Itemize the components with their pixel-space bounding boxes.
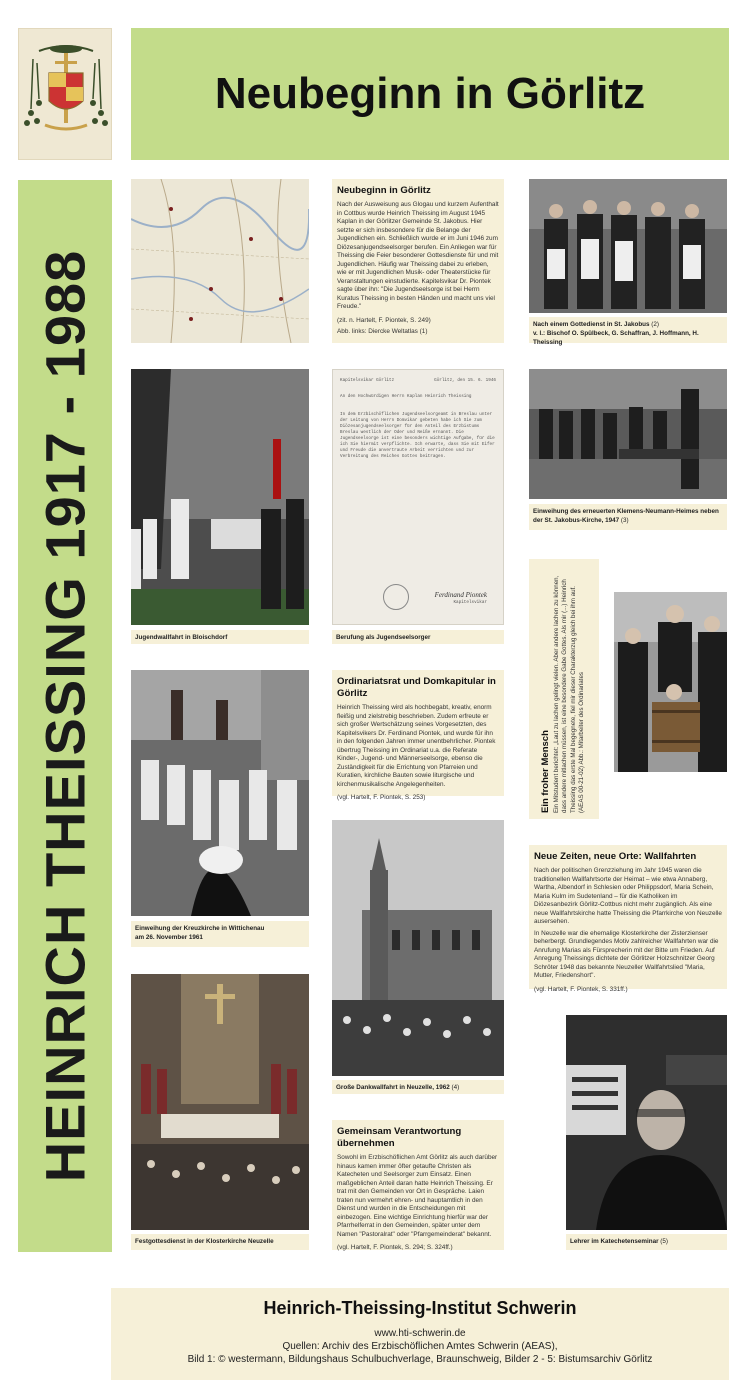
quote-froher-mensch	[529, 559, 599, 819]
section-verantwortung	[332, 1120, 504, 1250]
side-title: HEINRICH THEISSING 1917 - 1988	[33, 249, 97, 1183]
letter-date: Görlitz, den 15. 6. 1946	[434, 378, 496, 383]
section-ref: (vgl. Hartelt, F. Piontek, S. 253)	[337, 794, 426, 801]
appointment-letter	[332, 369, 504, 625]
map-image	[131, 179, 309, 343]
caption-text: Jugendwallfahrt in Bloischdorf	[135, 634, 228, 641]
quote-ref: (AEAS 00-21-02) Abb.: Mitarbeiter des Ordinariates	[577, 671, 585, 813]
caption-text: Einweihung der Kreuzkirche in Wittichenau	[135, 925, 265, 932]
footer-sources: Quellen: Archiv des Erzbischöflichen Amtes Schwerin (AEAS),	[282, 1341, 558, 1352]
caption-berufung	[332, 630, 504, 644]
caption-festgottesdienst	[131, 1234, 309, 1250]
section-ref: Abb. links: Diercke Weltatlas (1)	[337, 328, 428, 335]
letter-sign-title: Kapitelsvikar	[453, 600, 487, 605]
caption-ref: (4)	[451, 1084, 460, 1091]
caption-ref: (5)	[660, 1238, 668, 1245]
caption-text: v. l.: Bischof O. Spülbeck, G. Schaffran, J. Hoffmann, H. Theissing	[533, 330, 699, 346]
section-ordinariat	[332, 670, 504, 801]
caption-dankwallfahrt	[332, 1080, 504, 1094]
letter-signature: Ferdinand Piontek	[434, 591, 487, 599]
photo-dankwallfahrt	[332, 820, 504, 1076]
footer	[111, 1288, 729, 1380]
side-banner	[18, 180, 112, 1252]
section-wallfahrten	[529, 845, 727, 993]
caption-text: Festgottesdienst in der Klosterkirche Neuzelle	[135, 1238, 274, 1245]
photo-jugendwallfahrt	[131, 369, 309, 625]
letter-body: In dem Erzbischöflichen Jugendseelsorgeamt in Breslau unter der Leitung von Herrn Domvikar gebeten habe ich Sie zum Diözesanjugendseelsorger für den Anteil des Erzbistums Breslau westlich der Oder und Neiße ernannt. Die Jugendseelsorge ist eine besonders wichtige Aufgabe, für die ich Sie hiermit verpflichte. Ich erwarte, dass Sie mit Eifer und Freude die anvertraute Arbeit verrichten und zur Verbreitung des Reiches Gottes beitragen.	[340, 412, 495, 459]
quote-title: Ein froher Mensch	[539, 730, 551, 813]
footer-url[interactable]: www.hti-schwerin.de	[374, 1328, 466, 1339]
section-body: In Neuzelle war die ehemalige Klosterkirche der Zisterzienser beherbergt. Grundlegendes Motiv zahlreicher Wallfahrten war die Anrufung Marias als Fürsprecherin mit der Bitte um Frieden. Auf Anregung Theissings dichtete der Görlitzer Holzschnitzer Georg Schröter 1948 das bekannte Neuzeller Wallfahrtslied "Maria, Mutter, Friedenshort".	[534, 929, 719, 979]
caption-text: am 26. November 1961	[135, 934, 203, 941]
caption-text: Lehrer im Katechetenseminar	[570, 1238, 659, 1245]
section-title: Ordinariatsrat und Domkapitular in Görlitz	[337, 676, 496, 699]
section-ref: (vgl. Hartelt, F. Piontek, S. 331ff.)	[534, 985, 628, 993]
photo-katechetenseminar	[566, 1015, 727, 1230]
page-title: Neubeginn in Görlitz	[214, 69, 646, 118]
photo-klemens-heim	[529, 369, 727, 499]
section-body: Heinrich Theissing wird als hochbegabt, kreativ, enorm fleißig und zielstrebig beschrieben. Zudem erfreute er sich großer Wertschätzung seines Vorgesetzten, des Kapitelsvikers Dr. Ferdinand Piontek, und wurde für ihn in den folgenden Jahren immer unentbehrlicher. Piontek übertrug Theissing im Ordinariat u.a. die Referate Kinder-, Jugend- und Männerseelsorge, ebenso die Zuständigkeit für die Errichtung von Pfarreien und Kuratien, kirchliche Bauten sowie liturgische und kirchenmusikalische Angelegenheiten.	[337, 704, 496, 788]
caption-klemens-heim	[529, 504, 727, 530]
section-title: Neue Zeiten, neue Orte: Wallfahrten	[534, 851, 697, 862]
section-ref: (vgl. Hartelt, F. Piontek, S. 294; S. 324ff.)	[337, 1244, 453, 1251]
section-body: Nach der Ausweisung aus Glogau und kurzem Aufenthalt in Cottbus wurde Heinrich Theissing im August 1945 Kaplan in der Görlitzer Gemeinde St. Jakobus. Hier setzte er sich insbesondere für die Belange der Jugendlichen ein. Schließlich wurde er im Juni 1946 zum Diözesanjugendseelsorger berufen. Ein Anliegen war für Theissing die Feier besonderer Gottesdienste für und mit Jugendlichen. Häufig war Theissing dabei zu erleben, wie er mit Jugendlichen Musik- oder Theaterstücke für Veranstaltungen einstudierte. Kapitelsvikar Dr. Piontek sagte über ihn: "Die Jugendseelsorge ist bei Herrn Kuratus Theissing in besten Händen und macht uns viel Freude."	[337, 201, 499, 310]
caption-gottesdienst	[529, 317, 727, 346]
caption-ref: (2)	[651, 321, 659, 328]
footer-title: Heinrich-Theissing-Institut Schwerin	[263, 1298, 577, 1318]
title-banner	[131, 28, 729, 160]
caption-text: Einweihung des erneuerten Klemens-Neumann-Heimes neben	[533, 508, 719, 515]
seal-stamp	[383, 584, 409, 610]
letter-address: An den Hochwürdigen Herrn Kaplan Heinrich Theissing	[340, 394, 472, 399]
coat-of-arms	[18, 28, 112, 160]
caption-katechetenseminar	[566, 1234, 727, 1250]
footer-credits: Bild 1: © westermann, Bildungshaus Schulbuchverlage, Braunschweig, Bilder 2 - 5: Bistumsarchiv Görlitz	[187, 1354, 653, 1365]
section-title: Neubeginn in Görlitz	[337, 185, 431, 196]
photo-ordinariat-staff	[614, 592, 727, 772]
photo-festgottesdienst	[131, 974, 309, 1230]
caption-text: Berufung als Jugendseelsorger	[336, 634, 431, 641]
caption-jugendwallfahrt	[131, 630, 309, 644]
caption-text: Große Dankwallfahrt in Neuzelle, 1962	[336, 1084, 450, 1091]
letter-sender: Kapitelsvikar Görlitz	[340, 378, 395, 383]
section-title: Gemeinsam Verantwortung übernehmen	[337, 1126, 462, 1149]
section-body: Sowohl im Erzbischöflichen Amt Görlitz als auch darüber hinaus kamen immer öfter getaufte Christen als Katecheten und Seelsorger zum Einsatz. Einen maßgeblichen Anteil daran hatte Heinrich Theissing. Er trat mit den Gemeinden vor Ort in Gespräche. Laien traten nun vermehrt ehren- und hauptamtlich in den Dienst und wurden in die Entscheidungen mit einbezogen. Eine wichtige Einrichtung hierfür war der Pfarrhelferrat in den Gemeinden, später unter dem Namen "Pastoralrat" oder "Pfarrgemeinderat" bekannt.	[337, 1154, 498, 1238]
quote-body: Ein Mitstudent berichtet: „Laut zu lachen gelingt vielen. Aber andere lachen zu können, dass andere mitlachen müssen, ist eine besondere Gabe Gottes. Als mir (...) Heinrich Theissing das erste Mal begegnete, fiel mir dieser Charakterzug gleich bei ihm auf.	[553, 575, 577, 813]
section-neubeginn	[332, 179, 504, 343]
section-body: Nach der politischen Grenzziehung im Jahr 1945 waren die traditionellen Wallfahrtsorte der Heimat – wie etwa Annaberg, Wartha, Albendorf in Schlesien oder Philippsdorf, Maria Schein, Maria Kulm im Sudetenland – für die Katholiken im Diözesanbezirk Görlitz-Cottbus nicht mehr zugänglich. Als eine neue Wallfahrtskirche hatte Theissing die Pfarrkirche von Neuzelle ausersehen.	[534, 867, 722, 925]
caption-text: Nach einem Gottedienst in St. Jakobus	[533, 321, 650, 328]
photo-gottesdienst	[529, 179, 727, 313]
caption-kreuzkirche	[131, 921, 309, 947]
caption-text: der St. Jakobus-Kirche, 1947	[533, 517, 620, 524]
section-ref: (zit. n. Hartelt, F. Piontek, S. 249)	[337, 316, 431, 324]
caption-ref: (3)	[620, 517, 629, 524]
photo-kreuzkirche	[131, 670, 309, 916]
